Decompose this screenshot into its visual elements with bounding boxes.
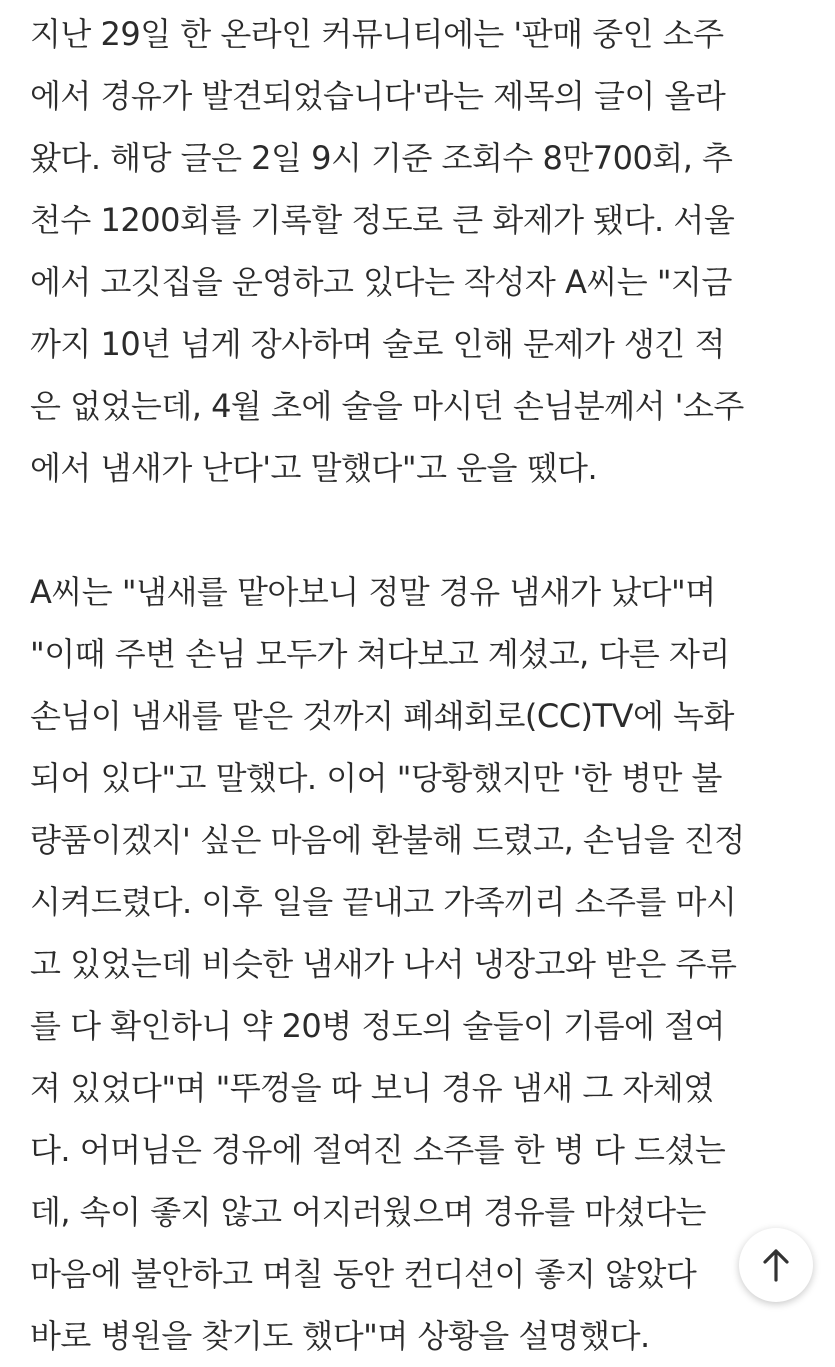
paragraph-line: 량품이겠지' 싶은 마음에 환불해 드렸고, 손님을 진정 bbox=[30, 821, 745, 859]
paragraph-line: 를 다 확인하니 약 20병 정도의 술들이 기름에 절여 bbox=[30, 1007, 725, 1045]
paragraph-line: 에서 경유가 발견되었습니다'라는 제목의 글이 올라 bbox=[30, 77, 726, 115]
paragraph-line: 되어 있다"고 말했다. 이어 "당황했지만 '한 병만 불 bbox=[30, 759, 722, 797]
paragraph-line: 까지 10년 넘게 장사하며 술로 인해 문제가 생긴 적 bbox=[30, 325, 725, 363]
paragraph-line: 져 있었다"며 "뚜껑을 따 보니 경유 냄새 그 자체였 bbox=[30, 1069, 714, 1107]
paragraph-line: 천수 1200회를 기록할 정도로 큰 화제가 됐다. 서울 bbox=[30, 201, 735, 239]
paragraph-line: 손님이 냄새를 맡은 것까지 폐쇄회로(CC)TV에 녹화 bbox=[30, 697, 734, 735]
paragraph-2 bbox=[30, 561, 820, 1367]
paragraph-line: 왔다. 해당 글은 2일 9시 기준 조회수 8만700회, 추 bbox=[30, 139, 733, 177]
paragraph-line: 에서 고깃집을 운영하고 있다는 작성자 A씨는 "지금 bbox=[30, 263, 732, 301]
paragraph-line: 바로 병원을 찾기도 했다"며 상황을 설명했다. bbox=[30, 1317, 650, 1355]
scroll-to-top-button[interactable] bbox=[739, 1228, 813, 1302]
paragraph-line: 지난 29일 한 온라인 커뮤니티에는 '판매 중인 소주 bbox=[30, 15, 724, 53]
paragraph-line: 고 있었는데 비슷한 냄새가 나서 냉장고와 받은 주류 bbox=[30, 945, 737, 983]
paragraph-line: 다. 어머님은 경유에 절여진 소주를 한 병 다 드셨는 bbox=[30, 1131, 726, 1169]
paragraph-line: 에서 냄새가 난다'고 말했다"고 운을 뗐다. bbox=[30, 449, 598, 487]
paragraph-line: 시켜드렸다. 이후 일을 끝내고 가족끼리 소주를 마시 bbox=[30, 883, 737, 921]
paragraph-line: 데, 속이 좋지 않고 어지러웠으며 경유를 마셨다는 bbox=[30, 1193, 706, 1231]
paragraph-spacer bbox=[30, 499, 820, 561]
paragraph-line: A씨는 "냄새를 맡아보니 정말 경유 냄새가 났다"며 bbox=[30, 573, 716, 611]
paragraph-line: 마음에 불안하고 며칠 동안 컨디션이 좋지 않았다 bbox=[30, 1255, 697, 1293]
paragraph-line: "이때 주변 손님 모두가 쳐다보고 계셨고, 다른 자리 bbox=[30, 635, 730, 673]
arrow-up-icon bbox=[761, 1248, 791, 1282]
paragraph-1 bbox=[30, 3, 820, 499]
paragraph-line: 은 없었는데, 4월 초에 술을 마시던 손님분께서 '소주 bbox=[30, 387, 744, 425]
article-body bbox=[30, 0, 820, 1367]
